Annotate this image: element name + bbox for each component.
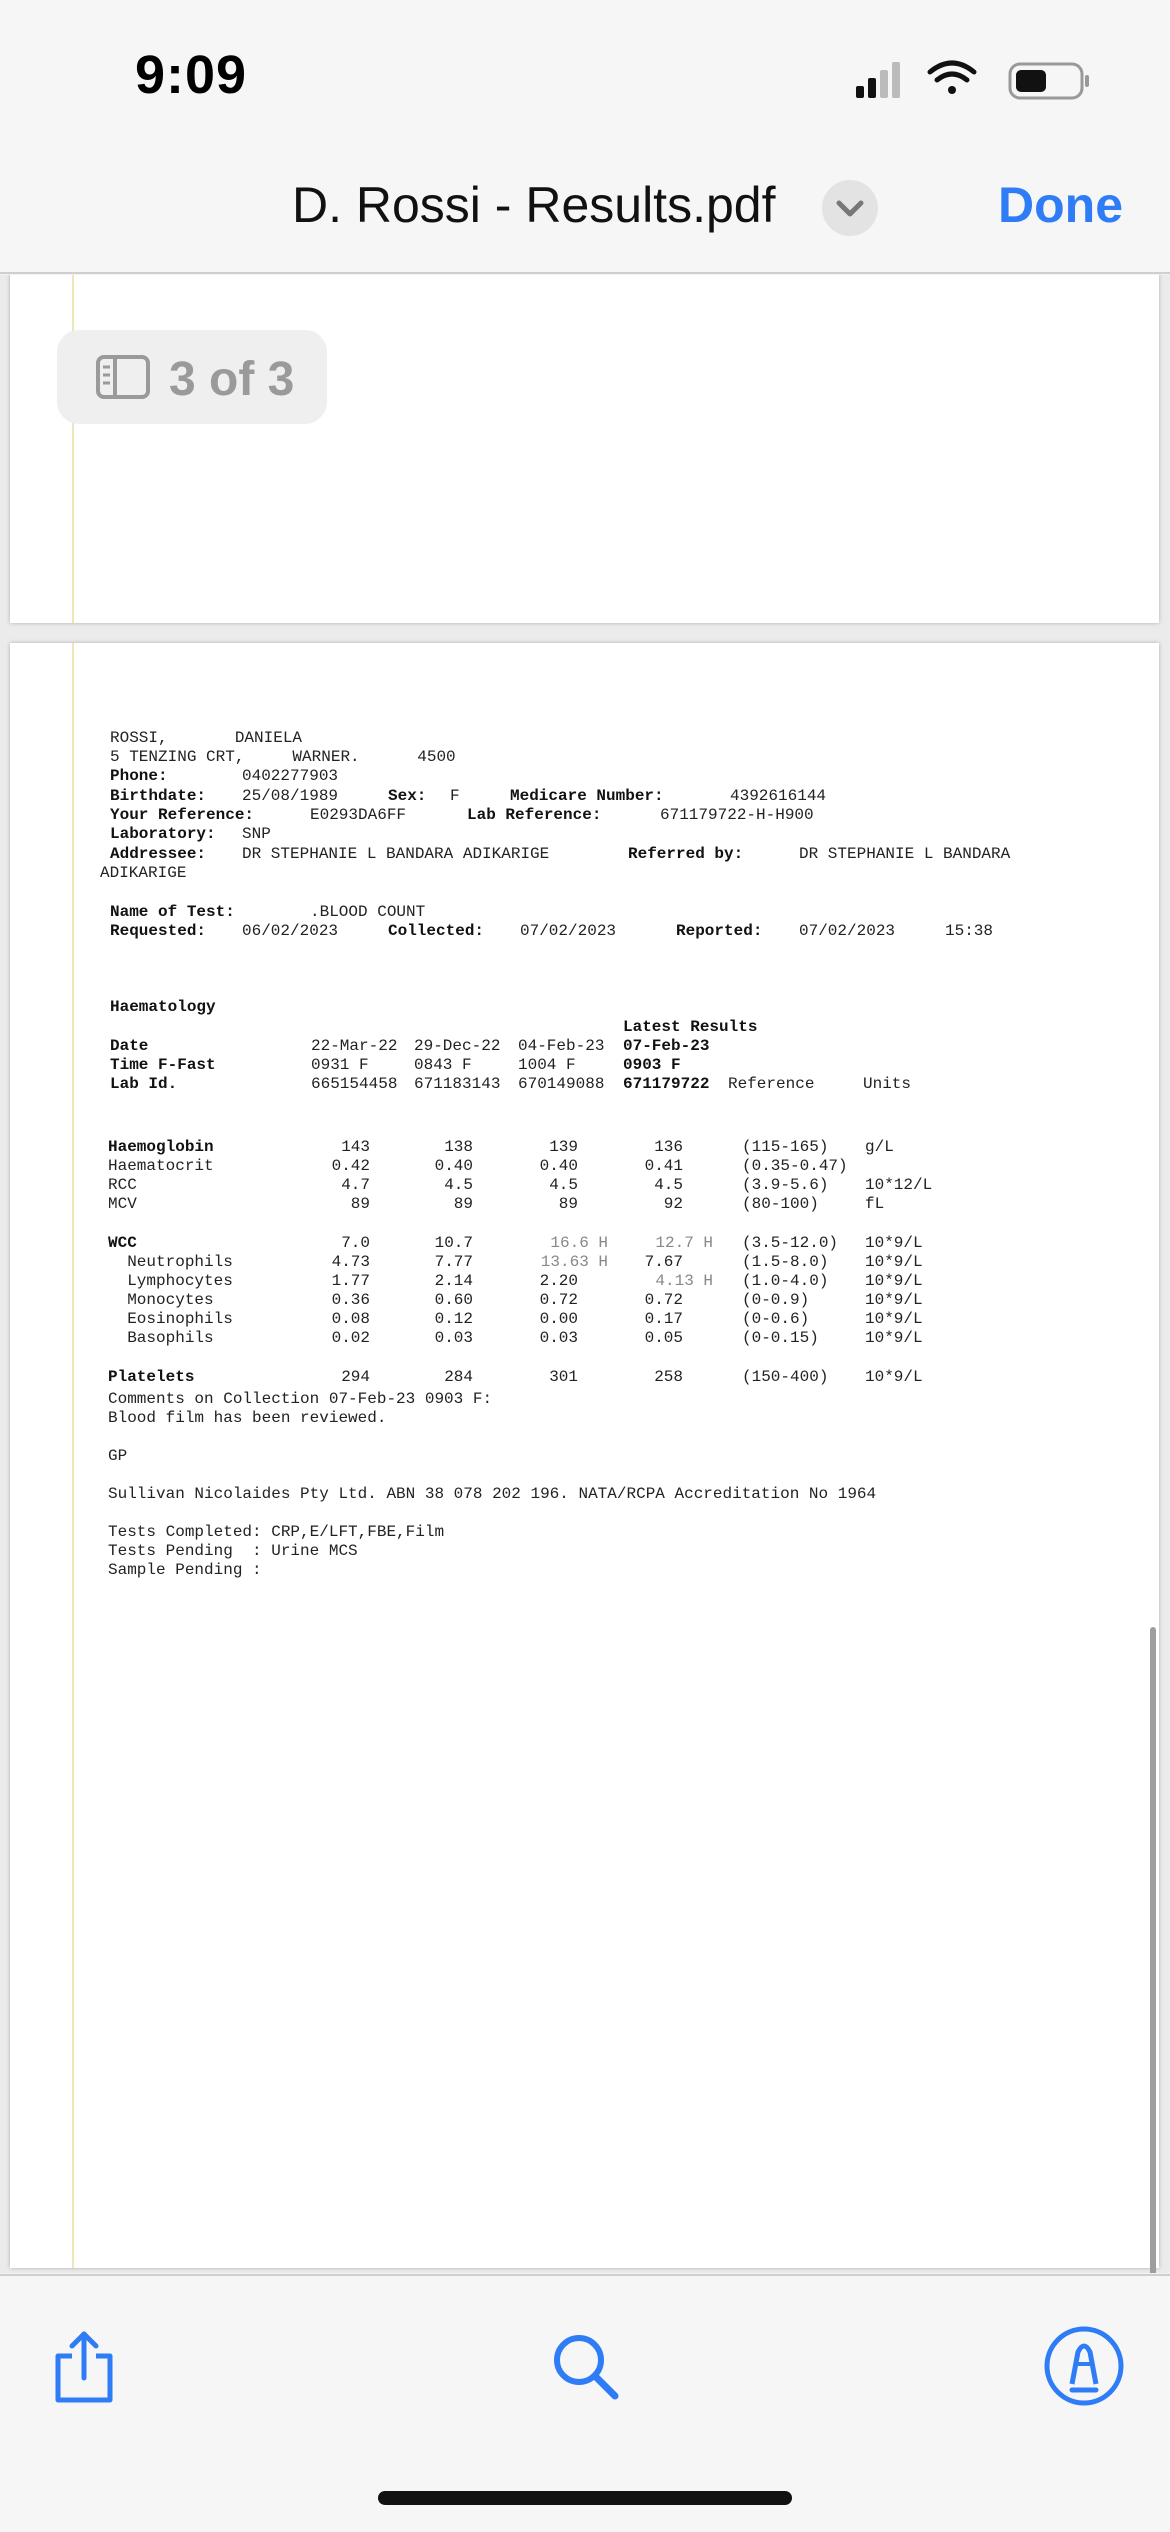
row-unit: g/L bbox=[865, 1138, 894, 1156]
lab-reference-value: 671179722-H-H900 bbox=[660, 806, 814, 824]
share-icon bbox=[44, 2326, 124, 2406]
row-reference: (0-0.6) bbox=[742, 1310, 810, 1328]
referred-by-value: DR STEPHANIE L BANDARA bbox=[799, 845, 1011, 863]
row-value: 4.13 H bbox=[655, 1272, 713, 1290]
birthdate-label: Birthdate: bbox=[110, 787, 207, 805]
row-value: 0.42 bbox=[331, 1157, 370, 1175]
row-value: 0.72 bbox=[644, 1291, 683, 1309]
sidebar-icon bbox=[95, 354, 151, 400]
row-value: 0.36 bbox=[331, 1291, 370, 1309]
row-label: Haematocrit bbox=[108, 1157, 214, 1175]
row-reference: (150-400) bbox=[742, 1368, 829, 1386]
patient-address-line: 5 TENZING CRT, WARNER. 4500 bbox=[110, 748, 456, 766]
row-reference: (3.9-5.6) bbox=[742, 1176, 829, 1194]
markup-button[interactable] bbox=[1042, 2324, 1122, 2404]
row-reference: (0-0.9) bbox=[742, 1291, 810, 1309]
row-unit: 10*9/L bbox=[865, 1310, 923, 1328]
referred-by-continued: ADIKARIGE bbox=[100, 864, 187, 882]
date-col-1: 22-Mar-22 bbox=[311, 1037, 398, 1055]
row-value: 89 bbox=[350, 1195, 370, 1213]
row-value: 0.17 bbox=[644, 1310, 683, 1328]
document-title[interactable]: D. Rossi - Results.pdf bbox=[292, 177, 776, 233]
gp-note: GP bbox=[108, 1447, 128, 1465]
margin-line bbox=[72, 643, 74, 2268]
row-value: 0.03 bbox=[434, 1329, 473, 1347]
labid-col-1: 665154458 bbox=[311, 1075, 398, 1093]
time-col-2: 0843 F bbox=[414, 1056, 472, 1074]
date-col-2: 29-Dec-22 bbox=[414, 1037, 501, 1055]
row-reference: (115-165) bbox=[742, 1138, 829, 1156]
row-value: 0.60 bbox=[434, 1291, 473, 1309]
section-heading: Haematology bbox=[110, 998, 216, 1016]
labid-row-label: Lab Id. bbox=[110, 1075, 178, 1093]
row-value: 143 bbox=[341, 1138, 370, 1156]
row-unit: 10*9/L bbox=[865, 1291, 923, 1309]
row-value: 4.5 bbox=[444, 1176, 473, 1194]
row-reference: (80-100) bbox=[742, 1195, 819, 1213]
row-value: 0.40 bbox=[434, 1157, 473, 1175]
row-value: 1.77 bbox=[331, 1272, 370, 1290]
collected-label: Collected: bbox=[388, 922, 485, 940]
your-reference-label: Your Reference: bbox=[110, 806, 255, 824]
row-value: 0.12 bbox=[434, 1310, 473, 1328]
row-value: 294 bbox=[341, 1368, 370, 1386]
row-unit: 10*9/L bbox=[865, 1272, 923, 1290]
collection-comment: Comments on Collection 07-Feb-23 0903 F: bbox=[108, 1390, 493, 1408]
row-unit: 10*9/L bbox=[865, 1329, 923, 1347]
row-reference: (1.5-8.0) bbox=[742, 1253, 829, 1271]
units-header: Units bbox=[863, 1075, 912, 1093]
addressee-label: Addressee: bbox=[110, 845, 207, 863]
share-button[interactable] bbox=[44, 2326, 124, 2406]
row-value: 4.73 bbox=[331, 1253, 370, 1271]
row-unit: 10*9/L bbox=[865, 1253, 923, 1271]
title-menu-button[interactable] bbox=[822, 180, 878, 236]
row-label: Lymphocytes bbox=[108, 1272, 233, 1290]
labid-col-4: 671179722 bbox=[623, 1075, 710, 1093]
wifi-icon bbox=[930, 63, 974, 94]
sample-pending: Sample Pending : bbox=[108, 1561, 262, 1579]
row-value: 0.40 bbox=[539, 1157, 578, 1175]
row-value: 7.67 bbox=[644, 1253, 683, 1271]
row-value: 0.00 bbox=[539, 1310, 578, 1328]
row-value: 0.41 bbox=[644, 1157, 683, 1175]
phone-value: 0402277903 bbox=[242, 767, 339, 785]
time-col-3: 1004 F bbox=[518, 1056, 576, 1074]
test-name-label: Name of Test: bbox=[110, 903, 235, 921]
row-reference: (3.5-12.0) bbox=[742, 1234, 839, 1252]
done-button[interactable]: Done bbox=[998, 177, 1123, 233]
row-label: WCC bbox=[108, 1234, 137, 1252]
row-value: 0.72 bbox=[539, 1291, 578, 1309]
page-indicator[interactable] bbox=[57, 330, 327, 424]
time-col-1: 0931 F bbox=[311, 1056, 369, 1074]
tests-pending: Tests Pending : Urine MCS bbox=[108, 1542, 358, 1560]
medicare-label: Medicare Number: bbox=[510, 787, 664, 805]
row-value: 0.02 bbox=[331, 1329, 370, 1347]
row-unit: 10*12/L bbox=[865, 1176, 933, 1194]
sex-label: Sex: bbox=[388, 787, 427, 805]
row-value: 0.03 bbox=[539, 1329, 578, 1347]
reported-time: 15:38 bbox=[945, 922, 994, 940]
labid-col-2: 671183143 bbox=[414, 1075, 501, 1093]
row-label: Neutrophils bbox=[108, 1253, 233, 1271]
phone-label: Phone: bbox=[110, 767, 168, 785]
row-value: 4.7 bbox=[341, 1176, 370, 1194]
home-indicator bbox=[378, 2491, 792, 2505]
laboratory-label: Laboratory: bbox=[110, 825, 216, 843]
date-col-3: 04-Feb-23 bbox=[518, 1037, 605, 1055]
lab-reference-label: Lab Reference: bbox=[467, 806, 602, 824]
row-value: 92 bbox=[663, 1195, 683, 1213]
status-icons bbox=[852, 58, 1092, 102]
row-label: MCV bbox=[108, 1195, 137, 1213]
birthdate-value: 25/08/1989 bbox=[242, 787, 339, 805]
row-label: Platelets bbox=[108, 1368, 195, 1386]
chevron-down-icon bbox=[822, 180, 878, 236]
row-value: 89 bbox=[453, 1195, 473, 1213]
row-label: Monocytes bbox=[108, 1291, 214, 1309]
addressee-value: DR STEPHANIE L BANDARA ADIKARIGE bbox=[242, 845, 550, 863]
latest-results-heading: Latest Results bbox=[623, 1018, 758, 1036]
tests-completed: Tests Completed: CRP,E/LFT,FBE,Film bbox=[108, 1523, 445, 1541]
row-label: Haemoglobin bbox=[108, 1138, 214, 1156]
row-value: 7.77 bbox=[434, 1253, 473, 1271]
row-reference: (1.0-4.0) bbox=[742, 1272, 829, 1290]
collection-comment-detail: Blood film has been reviewed. bbox=[108, 1409, 387, 1427]
row-label: Eosinophils bbox=[108, 1310, 233, 1328]
time-row-label: Time F-Fast bbox=[110, 1056, 216, 1074]
patient-name-line: ROSSI, DANIELA bbox=[110, 729, 303, 747]
row-unit: 10*9/L bbox=[865, 1234, 923, 1252]
reported-value: 07/02/2023 bbox=[799, 922, 896, 940]
laboratory-value: SNP bbox=[242, 825, 271, 843]
scrollbar[interactable] bbox=[1150, 1627, 1156, 2273]
page-indicator-label: 3 of 3 bbox=[169, 353, 295, 406]
time-col-4: 0903 F bbox=[623, 1056, 681, 1074]
row-label: Basophils bbox=[108, 1329, 214, 1347]
row-value: 7.0 bbox=[341, 1234, 370, 1252]
row-value: 10.7 bbox=[434, 1234, 473, 1252]
markup-icon bbox=[1042, 2324, 1126, 2408]
cellular-signal-icon bbox=[856, 62, 900, 98]
search-icon bbox=[545, 2326, 625, 2406]
row-value: 2.14 bbox=[434, 1272, 473, 1290]
collected-value: 07/02/2023 bbox=[520, 922, 617, 940]
search-button[interactable] bbox=[545, 2326, 625, 2406]
test-name-value: .BLOOD COUNT bbox=[310, 903, 426, 921]
sex-value: F bbox=[450, 787, 460, 805]
pdf-page-previous bbox=[10, 275, 1159, 623]
status-time: 9:09 bbox=[135, 45, 248, 105]
row-value: 4.5 bbox=[549, 1176, 578, 1194]
row-label: RCC bbox=[108, 1176, 137, 1194]
reported-label: Reported: bbox=[676, 922, 763, 940]
row-value: 16.6 H bbox=[550, 1234, 608, 1252]
margin-line bbox=[72, 275, 74, 623]
row-value: 89 bbox=[558, 1195, 578, 1213]
date-row-label: Date bbox=[110, 1037, 149, 1055]
row-value: 138 bbox=[444, 1138, 473, 1156]
battery-icon bbox=[1010, 64, 1089, 98]
pdf-viewer[interactable] bbox=[0, 275, 1170, 2273]
medicare-value: 4392616144 bbox=[730, 787, 827, 805]
your-reference-value: E0293DA6FF bbox=[310, 806, 407, 824]
row-value: 258 bbox=[654, 1368, 683, 1386]
row-value: 301 bbox=[549, 1368, 578, 1386]
lab-footer: Sullivan Nicolaides Pty Ltd. ABN 38 078 202 196. NATA/RCPA Accreditation No 1964 bbox=[108, 1485, 877, 1503]
row-reference: (0.35-0.47) bbox=[742, 1157, 848, 1175]
row-value: 284 bbox=[444, 1368, 473, 1386]
referred-by-label: Referred by: bbox=[628, 845, 744, 863]
row-value: 139 bbox=[549, 1138, 578, 1156]
row-unit: 10*9/L bbox=[865, 1368, 923, 1386]
date-col-4: 07-Feb-23 bbox=[623, 1037, 710, 1055]
labid-col-3: 670149088 bbox=[518, 1075, 605, 1093]
row-value: 0.05 bbox=[644, 1329, 683, 1347]
pdf-page-current bbox=[10, 643, 1159, 2268]
row-value: 136 bbox=[654, 1138, 683, 1156]
row-reference: (0-0.15) bbox=[742, 1329, 819, 1347]
status-bar bbox=[0, 0, 1170, 140]
requested-value: 06/02/2023 bbox=[242, 922, 339, 940]
row-value: 12.7 H bbox=[655, 1234, 713, 1252]
requested-label: Requested: bbox=[110, 922, 207, 940]
row-value: 0.08 bbox=[331, 1310, 370, 1328]
reference-header: Reference bbox=[728, 1075, 815, 1093]
row-value: 2.20 bbox=[539, 1272, 578, 1290]
row-value: 13.63 H bbox=[540, 1253, 608, 1271]
row-value: 4.5 bbox=[654, 1176, 683, 1194]
row-unit: fL bbox=[865, 1195, 885, 1213]
